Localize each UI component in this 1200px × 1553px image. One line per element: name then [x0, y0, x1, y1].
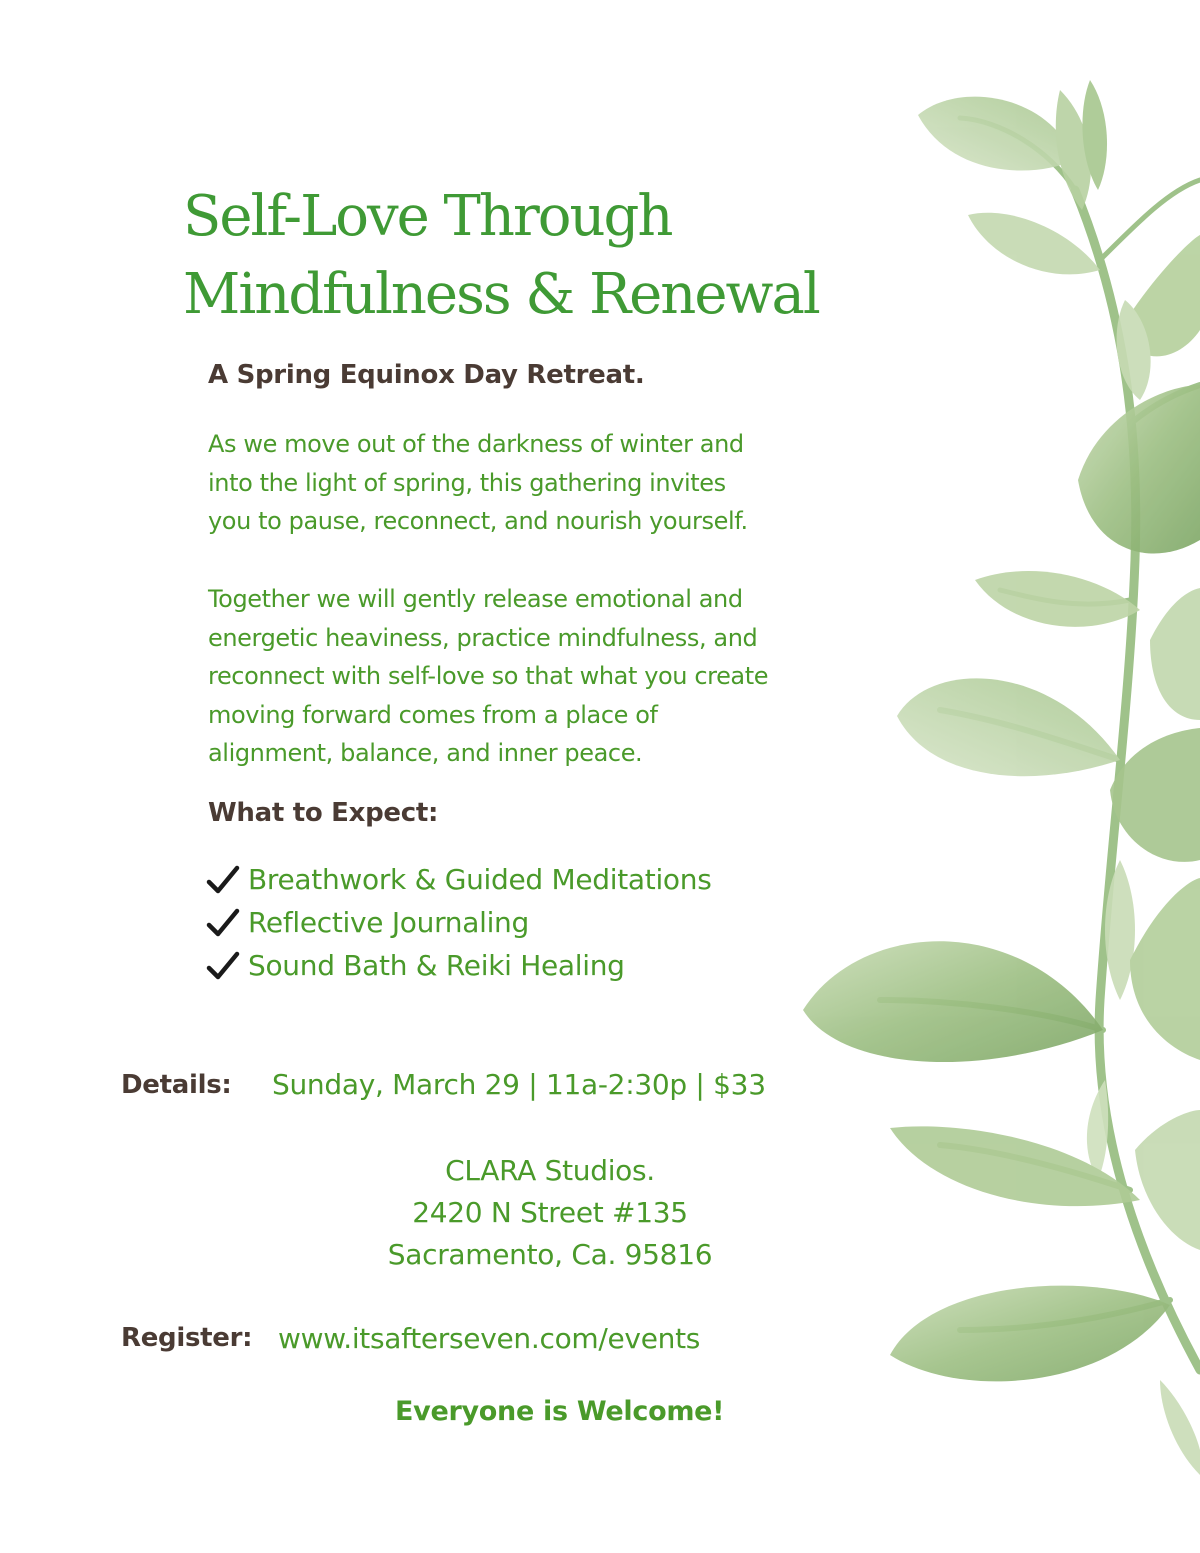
expect-list	[206, 858, 712, 987]
leaf	[1150, 588, 1200, 720]
title-line-2: Mindfulness & Renewal	[183, 262, 819, 327]
leaf	[897, 678, 1120, 776]
list-item	[206, 944, 712, 987]
leaf	[1160, 1380, 1200, 1475]
list-item	[206, 858, 712, 901]
intro-paragraph	[208, 425, 748, 541]
details-value: Sunday, March 29 | 11a-2:30p | $33	[272, 1068, 766, 1101]
description-line: energetic heaviness, practice mindfulness, and	[208, 623, 758, 652]
details-label: Details:	[121, 1070, 232, 1100]
description-line: alignment, balance, and inner peace.	[208, 739, 643, 768]
venue-address	[300, 1150, 800, 1276]
leaf	[918, 97, 1075, 171]
welcome-message: Everyone is Welcome!	[395, 1396, 725, 1427]
description-line: Together we will gently release emotional and	[208, 585, 743, 613]
street-address: 2420 N Street #135	[412, 1196, 688, 1229]
title-line-1: Self-Love Through	[183, 184, 672, 249]
list-item-label: Reflective Journaling	[248, 906, 529, 939]
intro-line: into the light of spring, this gathering invites	[208, 468, 726, 497]
intro-line: you to pause, reconnect, and nourish yourself.	[208, 507, 748, 536]
leaf	[968, 213, 1100, 275]
list-item-label: Breathwork & Guided Meditations	[248, 863, 712, 896]
description-line: moving forward comes from a place of	[208, 700, 658, 729]
description-line: reconnect with self-love so that what you create	[208, 662, 769, 691]
register-link[interactable]: www.itsafterseven.com/events	[278, 1322, 701, 1355]
leaf	[1135, 1110, 1200, 1250]
check-icon	[206, 865, 240, 895]
check-icon	[206, 951, 240, 981]
check-icon	[206, 908, 240, 938]
leaf	[890, 1286, 1170, 1382]
leaf	[803, 941, 1103, 1062]
leaf	[975, 571, 1140, 627]
leaf	[1078, 385, 1200, 554]
venue-name: CLARA Studios.	[445, 1154, 655, 1187]
intro-line: As we move out of the darkness of winter and	[208, 430, 744, 458]
expect-heading: What to Expect:	[208, 798, 439, 828]
description-paragraph	[208, 580, 768, 773]
leaf	[1130, 878, 1200, 1060]
list-item-label: Sound Bath & Reiki Healing	[248, 949, 625, 982]
register-label: Register:	[121, 1323, 253, 1353]
list-item	[206, 901, 712, 944]
event-title	[183, 178, 819, 334]
event-subtitle: A Spring Equinox Day Retreat.	[208, 360, 645, 390]
city-state-zip: Sacramento, Ca. 95816	[387, 1238, 713, 1271]
